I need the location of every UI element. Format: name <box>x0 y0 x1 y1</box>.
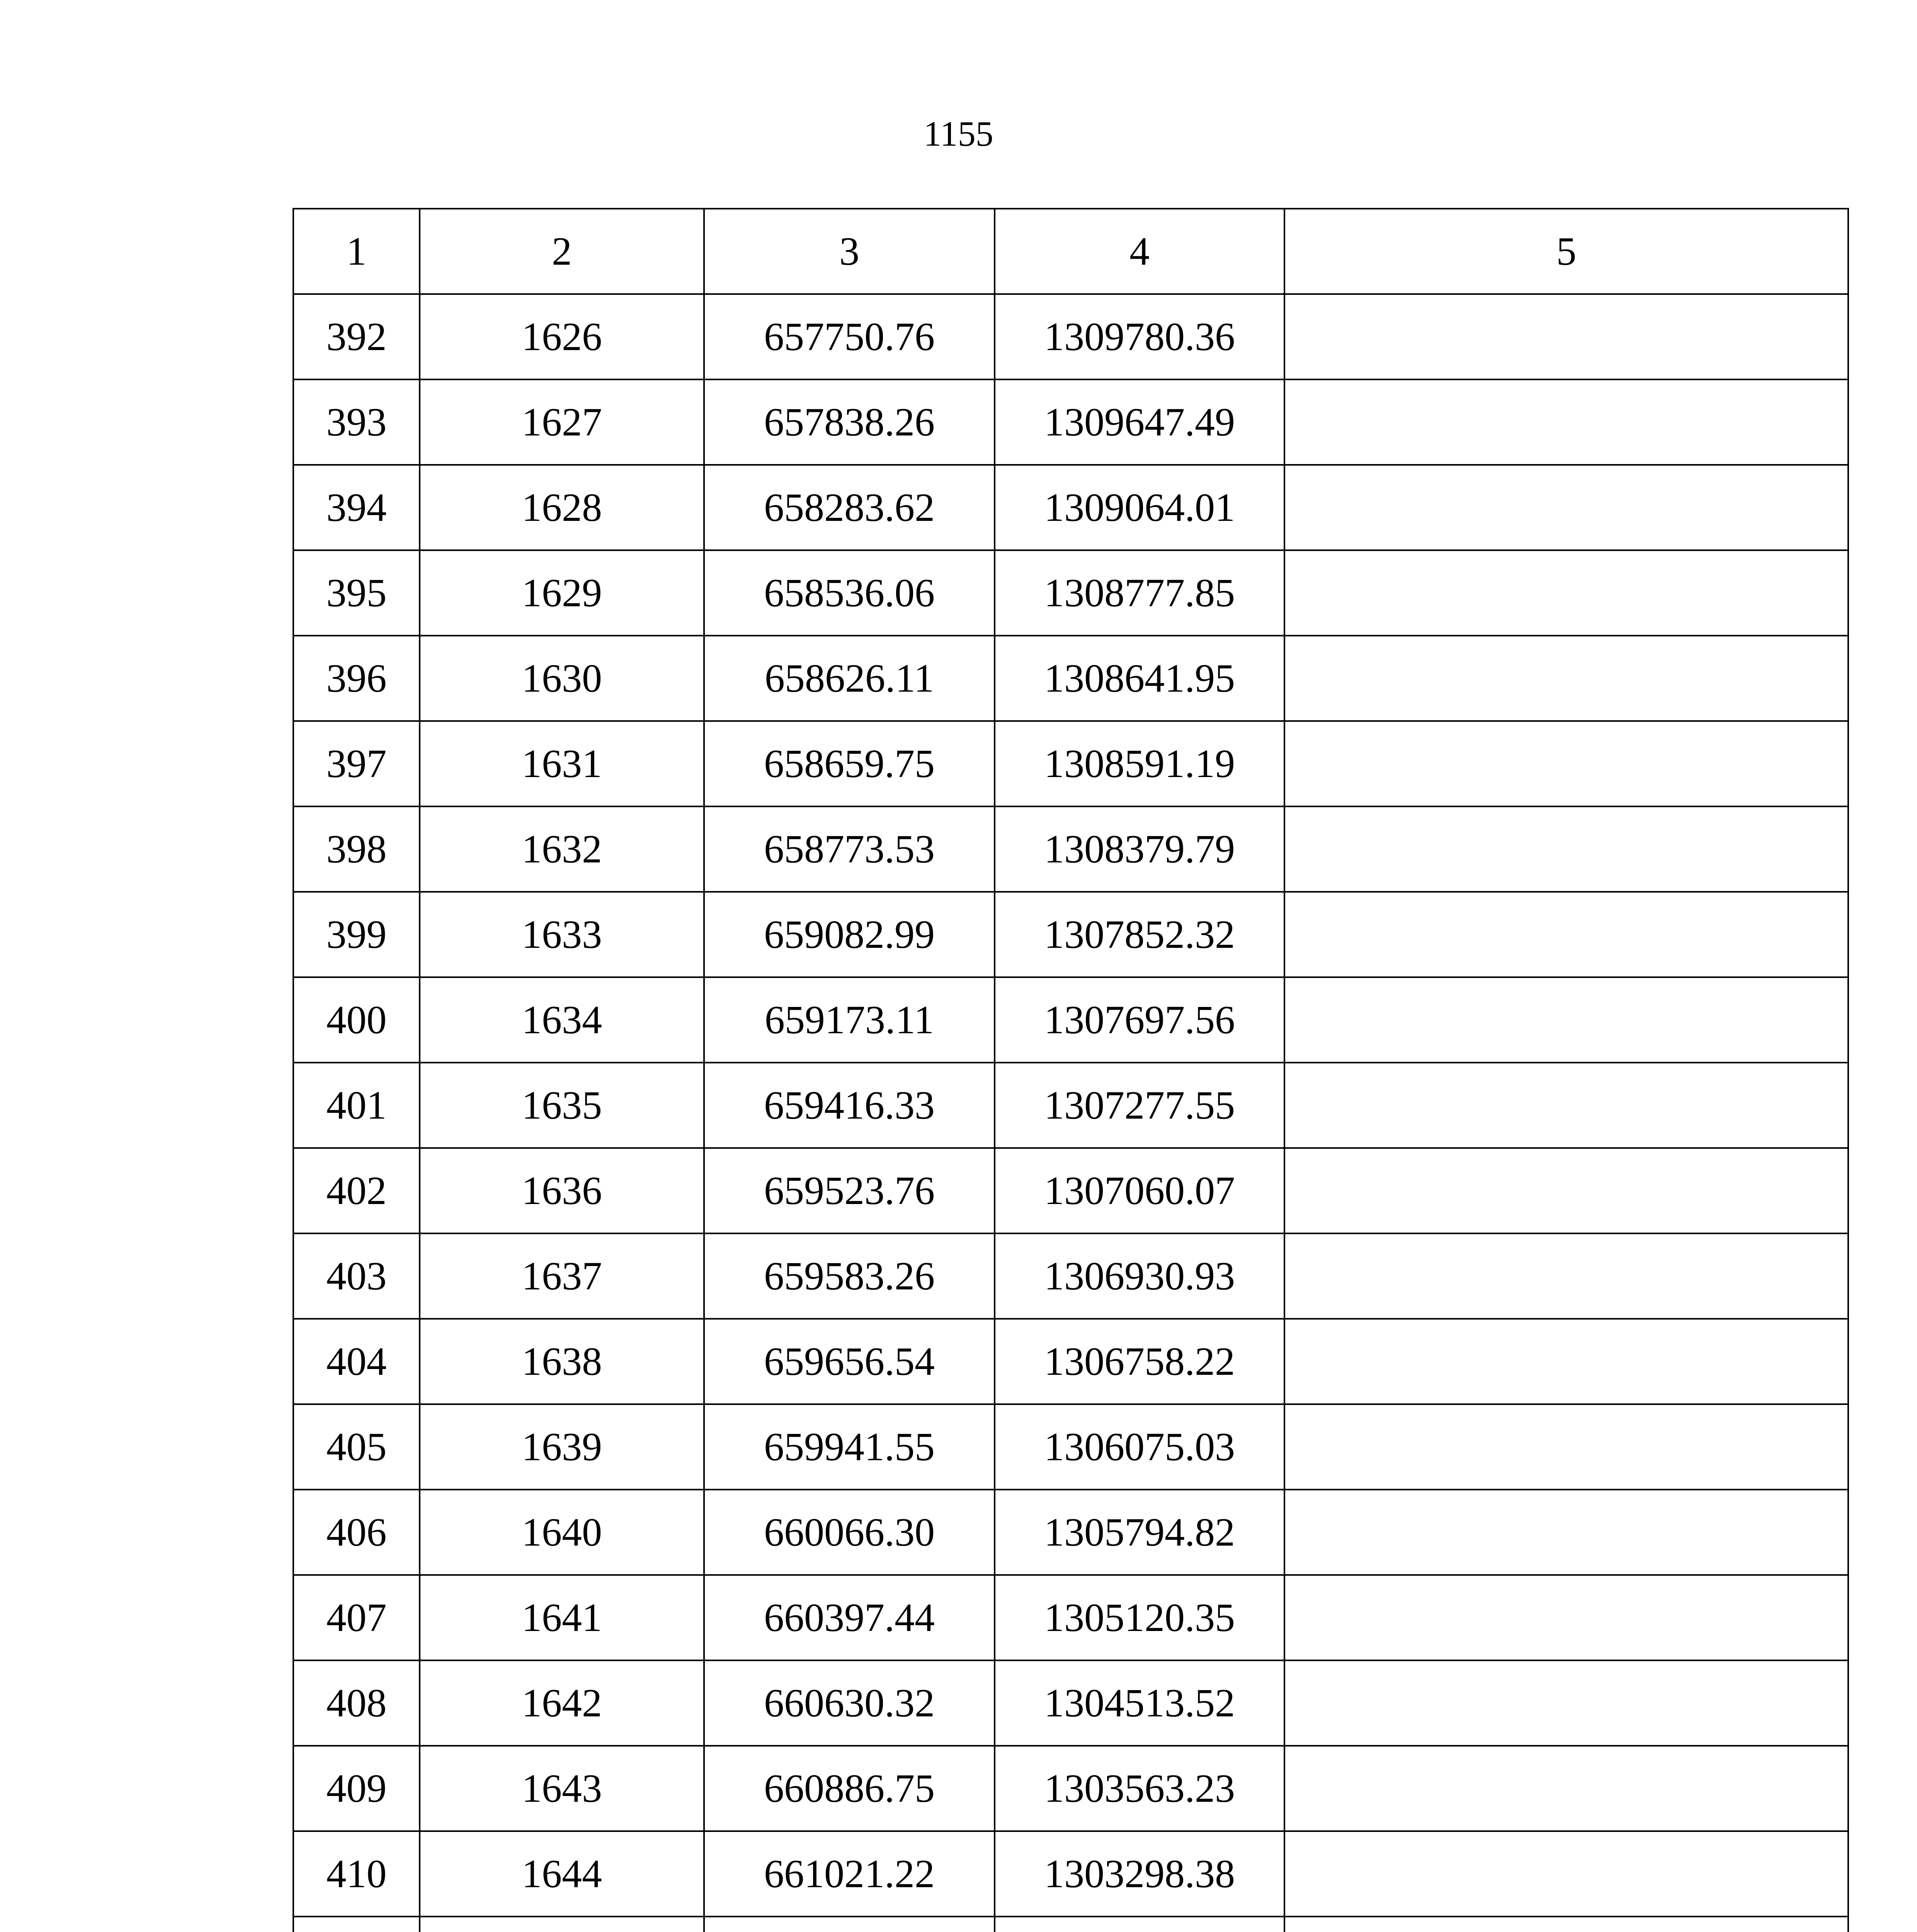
table-cell-col-5 <box>1284 1917 1848 1932</box>
table-cell-col-5 <box>1284 1575 1848 1660</box>
table-cell-col-5 <box>1284 550 1848 636</box>
table-cell-col-1 <box>293 1917 420 1932</box>
table-row <box>293 977 1848 1063</box>
table-cell-col-2: 1635 <box>420 1063 704 1148</box>
page-number: 1155 <box>924 114 993 153</box>
table-cell-col-5 <box>1284 1404 1848 1490</box>
coordinates-table <box>293 208 1849 1932</box>
table-row <box>293 1660 1848 1746</box>
table-cell-col-4: 1306930.93 <box>995 1233 1284 1319</box>
table-cell-col-4: 1303298.38 <box>995 1831 1284 1917</box>
table-cell-col-3: 660630.32 <box>704 1660 995 1746</box>
table-cell-col-3: 658283.62 <box>704 465 995 550</box>
table-cell-col-3 <box>704 1917 995 1932</box>
table-cell-col-1: 410 <box>293 1831 420 1917</box>
table-cell-col-3: 660886.75 <box>704 1746 995 1831</box>
column-header-2: 2 <box>420 209 704 294</box>
table-cell-col-5 <box>1284 465 1848 550</box>
table-row <box>293 1233 1848 1319</box>
table-row <box>293 1148 1848 1233</box>
table-cell-col-5 <box>1284 1233 1848 1319</box>
table-cell-col-4: 1308379.79 <box>995 806 1284 892</box>
table-cell-col-1: 400 <box>293 977 420 1063</box>
table-row <box>293 1575 1848 1660</box>
table-body <box>293 209 1848 1932</box>
table-cell-col-2: 1628 <box>420 465 704 550</box>
table-cell-col-1: 398 <box>293 806 420 892</box>
table-cell-col-1: 404 <box>293 1319 420 1404</box>
table-cell-col-5 <box>1284 1746 1848 1831</box>
table-cell-col-1: 407 <box>293 1575 420 1660</box>
table-cell-col-5 <box>1284 892 1848 977</box>
table-row <box>293 721 1848 806</box>
table-cell-col-2 <box>420 1917 704 1932</box>
table-cell-col-5 <box>1284 294 1848 379</box>
table-row <box>293 550 1848 636</box>
table-row <box>293 1490 1848 1575</box>
table-cell-col-3: 659416.33 <box>704 1063 995 1148</box>
table-row <box>293 379 1848 465</box>
table-cell-col-1: 393 <box>293 379 420 465</box>
table-cell-col-1: 399 <box>293 892 420 977</box>
table-cell-col-1: 409 <box>293 1746 420 1831</box>
table-cell-col-4: 1309647.49 <box>995 379 1284 465</box>
table-cell-col-5 <box>1284 721 1848 806</box>
table-cell-col-4: 1307852.32 <box>995 892 1284 977</box>
table-cell-col-4: 1307697.56 <box>995 977 1284 1063</box>
table-cell-col-2: 1633 <box>420 892 704 977</box>
table-cell-col-2: 1639 <box>420 1404 704 1490</box>
table-row <box>293 892 1848 977</box>
table-cell-col-5 <box>1284 806 1848 892</box>
table-cell-col-3: 659656.54 <box>704 1319 995 1404</box>
table-cell-col-2: 1632 <box>420 806 704 892</box>
table-cell-col-3: 657750.76 <box>704 294 995 379</box>
table-cell-col-2: 1634 <box>420 977 704 1063</box>
table-cell-col-1: 402 <box>293 1148 420 1233</box>
table-cell-col-3: 659082.99 <box>704 892 995 977</box>
table-cell-col-1: 403 <box>293 1233 420 1319</box>
table-cell-col-4: 1304513.52 <box>995 1660 1284 1746</box>
table-cell-col-3: 660066.30 <box>704 1490 995 1575</box>
table-cell-col-2: 1643 <box>420 1746 704 1831</box>
table-cell-col-5 <box>1284 1063 1848 1148</box>
table-cell-col-1: 392 <box>293 294 420 379</box>
table-cell-col-4: 1305120.35 <box>995 1575 1284 1660</box>
table-cell-col-4: 1308777.85 <box>995 550 1284 636</box>
table-cell-col-2: 1642 <box>420 1660 704 1746</box>
table-cell-col-3: 658773.53 <box>704 806 995 892</box>
table-row <box>293 1063 1848 1148</box>
table-cell-col-3: 659173.11 <box>704 977 995 1063</box>
table-cell-col-1: 401 <box>293 1063 420 1148</box>
table-cell-col-4: 1306758.22 <box>995 1319 1284 1404</box>
table-header-row <box>293 209 1848 294</box>
table-cell-col-2: 1626 <box>420 294 704 379</box>
table-cell-col-2: 1631 <box>420 721 704 806</box>
column-header-4: 4 <box>995 209 1284 294</box>
table-cell-col-4: 1308591.19 <box>995 721 1284 806</box>
table-cell-col-3: 661021.22 <box>704 1831 995 1917</box>
table-cell-col-4: 1307277.55 <box>995 1063 1284 1148</box>
table-cell-col-3: 659583.26 <box>704 1233 995 1319</box>
table-cell-col-5 <box>1284 1148 1848 1233</box>
table-cell-col-4: 1305794.82 <box>995 1490 1284 1575</box>
table-cell-col-4: 1309780.36 <box>995 294 1284 379</box>
table-cell-col-3: 659523.76 <box>704 1148 995 1233</box>
table-row <box>293 1746 1848 1831</box>
table-cell-col-4 <box>995 1917 1284 1932</box>
table-row <box>293 294 1848 379</box>
table-row <box>293 806 1848 892</box>
table-cell-col-4: 1306075.03 <box>995 1404 1284 1490</box>
table-cell-col-1: 405 <box>293 1404 420 1490</box>
table-cell-col-5 <box>1284 977 1848 1063</box>
table-cell-col-2: 1630 <box>420 636 704 721</box>
table-cell-col-4: 1307060.07 <box>995 1148 1284 1233</box>
column-header-3: 3 <box>704 209 995 294</box>
table-row <box>293 1404 1848 1490</box>
table-cell-col-2: 1638 <box>420 1319 704 1404</box>
table-cell-col-3: 658659.75 <box>704 721 995 806</box>
table-cell-col-1: 396 <box>293 636 420 721</box>
table-row <box>293 1831 1848 1917</box>
table-cell-col-1: 397 <box>293 721 420 806</box>
table-cell-col-3: 659941.55 <box>704 1404 995 1490</box>
table-row <box>293 636 1848 721</box>
table-cell-col-2: 1627 <box>420 379 704 465</box>
table-row <box>293 1917 1848 1932</box>
table-cell-col-5 <box>1284 1660 1848 1746</box>
table-cell-col-3: 657838.26 <box>704 379 995 465</box>
table-cell-col-1: 395 <box>293 550 420 636</box>
table-cell-col-2: 1644 <box>420 1831 704 1917</box>
table-row <box>293 465 1848 550</box>
table-cell-col-4: 1303563.23 <box>995 1746 1284 1831</box>
table-cell-col-3: 660397.44 <box>704 1575 995 1660</box>
table-cell-col-3: 658536.06 <box>704 550 995 636</box>
table-cell-col-1: 408 <box>293 1660 420 1746</box>
table-cell-col-2: 1640 <box>420 1490 704 1575</box>
table-cell-col-2: 1636 <box>420 1148 704 1233</box>
table-cell-col-3: 658626.11 <box>704 636 995 721</box>
table-cell-col-5 <box>1284 1319 1848 1404</box>
table-cell-col-5 <box>1284 379 1848 465</box>
table-row <box>293 1319 1848 1404</box>
table-cell-col-2: 1637 <box>420 1233 704 1319</box>
table-cell-col-1: 394 <box>293 465 420 550</box>
column-header-5: 5 <box>1284 209 1848 294</box>
table-cell-col-5 <box>1284 636 1848 721</box>
table-cell-col-4: 1309064.01 <box>995 465 1284 550</box>
table-cell-col-2: 1641 <box>420 1575 704 1660</box>
table-cell-col-1: 406 <box>293 1490 420 1575</box>
table-cell-col-5 <box>1284 1490 1848 1575</box>
column-header-1: 1 <box>293 209 420 294</box>
table-cell-col-4: 1308641.95 <box>995 636 1284 721</box>
table-cell-col-5 <box>1284 1831 1848 1917</box>
table-cell-col-2: 1629 <box>420 550 704 636</box>
